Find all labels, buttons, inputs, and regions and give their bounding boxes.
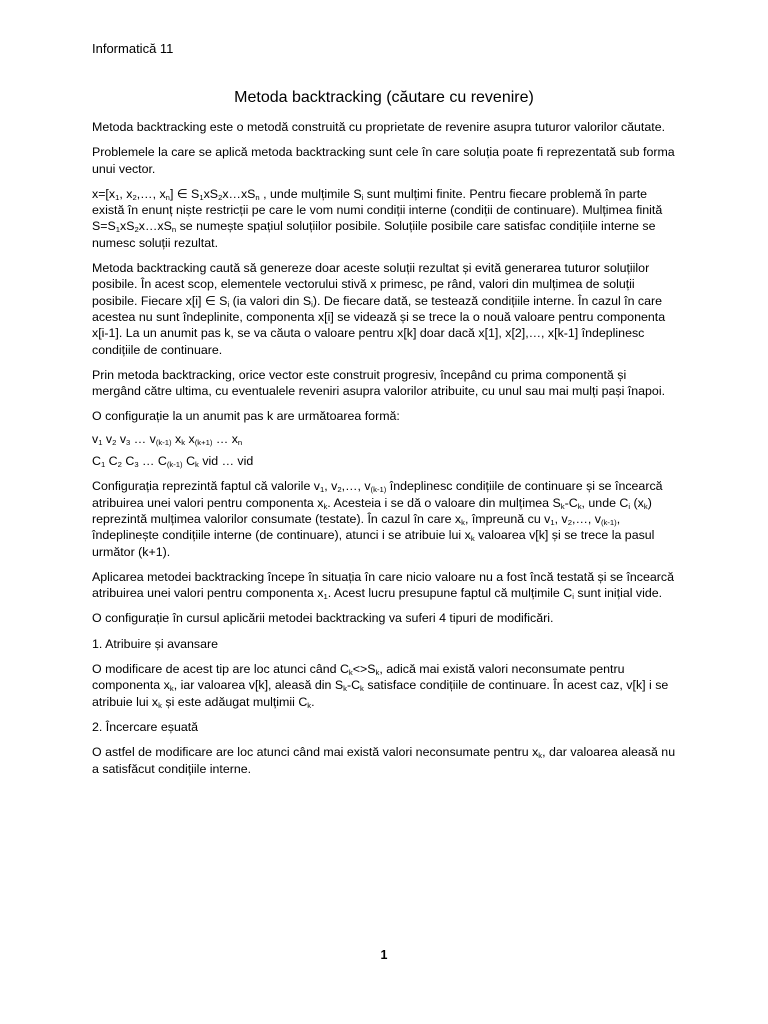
configuration-line-values: $v_1$ $v_2$ $v_3$ … $v_{(k-1)}$ $x_k$ $x_{(k+1)}$ … $x_n$ (92, 431, 243, 447)
paragraph-configuration-form: O configurație la un anumit pas k are următoarea formă: (92, 409, 400, 424)
configuration-line-sets: $C_1$ $C_2$ $C_3$ … $C_{(k-1)}$ $C_k$ vid … vid (92, 454, 254, 469)
section-heading-assignment: 1. Atribuire și avansare (92, 636, 219, 651)
paragraph-problems: Problemele la care se aplică metoda backtracking sunt cele în care soluția poate fi reprezentată sub forma unui vector. (92, 145, 675, 176)
document-title: Metoda backtracking (căutare cu revenire) (234, 89, 534, 106)
paragraph-intro: Metoda backtracking este o metodă construită cu proprietate de revenire asupra tuturor valorilor căutate. (92, 120, 666, 134)
paragraph-method-description: Metoda backtracking caută să genereze doar aceste soluții rezultat și evită generarea tuturor soluțiilor posibile. În acest scop, elementele vectorului stivă x primesc, pe rând, valori din mulțimea de soluții posibile. Fiecare x[i] ∈ $S_i$ (ia valori din $S_i$). De fiecare dată, se testează condițiile interne. În cazul în care acestea nu sunt îndeplinite, componenta x[i] se videază și se trece la o nouă valoare pentru componenta x[i-1]. La un anumit pas k, se va căuta o valoare pentru x[k] doar dacă x[1], x[2],…, x[k-1] îndeplinesc condițiile de continuare. (92, 261, 666, 357)
paragraph-progressive-construction: Prin metoda backtracking, orice vector este construit progresiv, începând cu prima componentă și mergând către ultima, cu eventualele reveniri asupra valorilor atribuite, cu unul sau mai mulți pași înapoi. (92, 367, 666, 399)
page-number: 1 (380, 948, 388, 962)
section-heading-failed-attempt: 2. Încercare eșuată (92, 719, 199, 734)
paragraph-assignment-advance: O modificare de acest tip are loc atunci când $C_k<>S_k$, adică mai există valori neconsumate pentru componenta $x_k$, iar valoarea v[k], aleasă din $S_k-C_k$ satisface condițiile de continuare. În acest caz, v[k] i se atribuie lui $x_k$ și este adăugat mulțimii $C_k$. (92, 662, 669, 710)
paragraph-solution-space: $x=[x_1$, $x_2,\dots$, $x_n$] ∈ $S_1xS_2x\dots xS_n$ , unde mulțimile $S_i$ sunt mulțimi finite. Pentru fiecare problemă în parte există în enunț niște restricții pe care le vom numi condiții interne (condiții de continuare). Mulțimea finită $S=S_1xS_2x\dots xS_n$ se numește spațiul soluțiilor posibile. Soluțiile posibile care satisfac condițiile interne se numesc soluții rezultat. (92, 186, 663, 250)
paragraph-failed-attempt: O astfel de modificare are loc atunci când mai există valori neconsumate pentru $x_k$, dar valoarea aleasă nu a satisfăcut condițiile interne. (92, 745, 676, 776)
paragraph-modification-types: O configurație în cursul aplicării metodei backtracking va suferi 4 tipuri de modificări. (92, 611, 554, 626)
paragraph-configuration-meaning: Configurația reprezintă faptul că valorile $v_1$, $v_2,\dots$, $v_{(k-1)}$ îndeplinesc condițiile de continuare și se încearcă atribuirea unei valori pentru componenta $x_k$. Acesteia i se dă o valoare din mulțimea $S_k-C_k$, unde $C_i$ $(x_k)$ reprezintă mulțimea valorilor consumate (testate). În cazul în care $x_k$, împreună cu $v_1$, $v_2,\dots$, $v_{(k-1)}$, îndeplinește condițiile interne (de continuare), atunci i se atribuie lui $x_k$ valoarea v[k] și se trece la pasul următor (k+1). (92, 479, 663, 559)
document-body (92, 119, 676, 786)
paragraph-method-start: Aplicarea metodei backtracking începe în situația în care nicio valoare nu a fost încă testată și se încearcă atribuirea unei valori pentru componenta $x_1$. Acest lucru presupune faptul că mulțimile $C_i$ sunt inițial vide. (92, 569, 674, 602)
course-header: Informatică 11 (92, 41, 174, 56)
